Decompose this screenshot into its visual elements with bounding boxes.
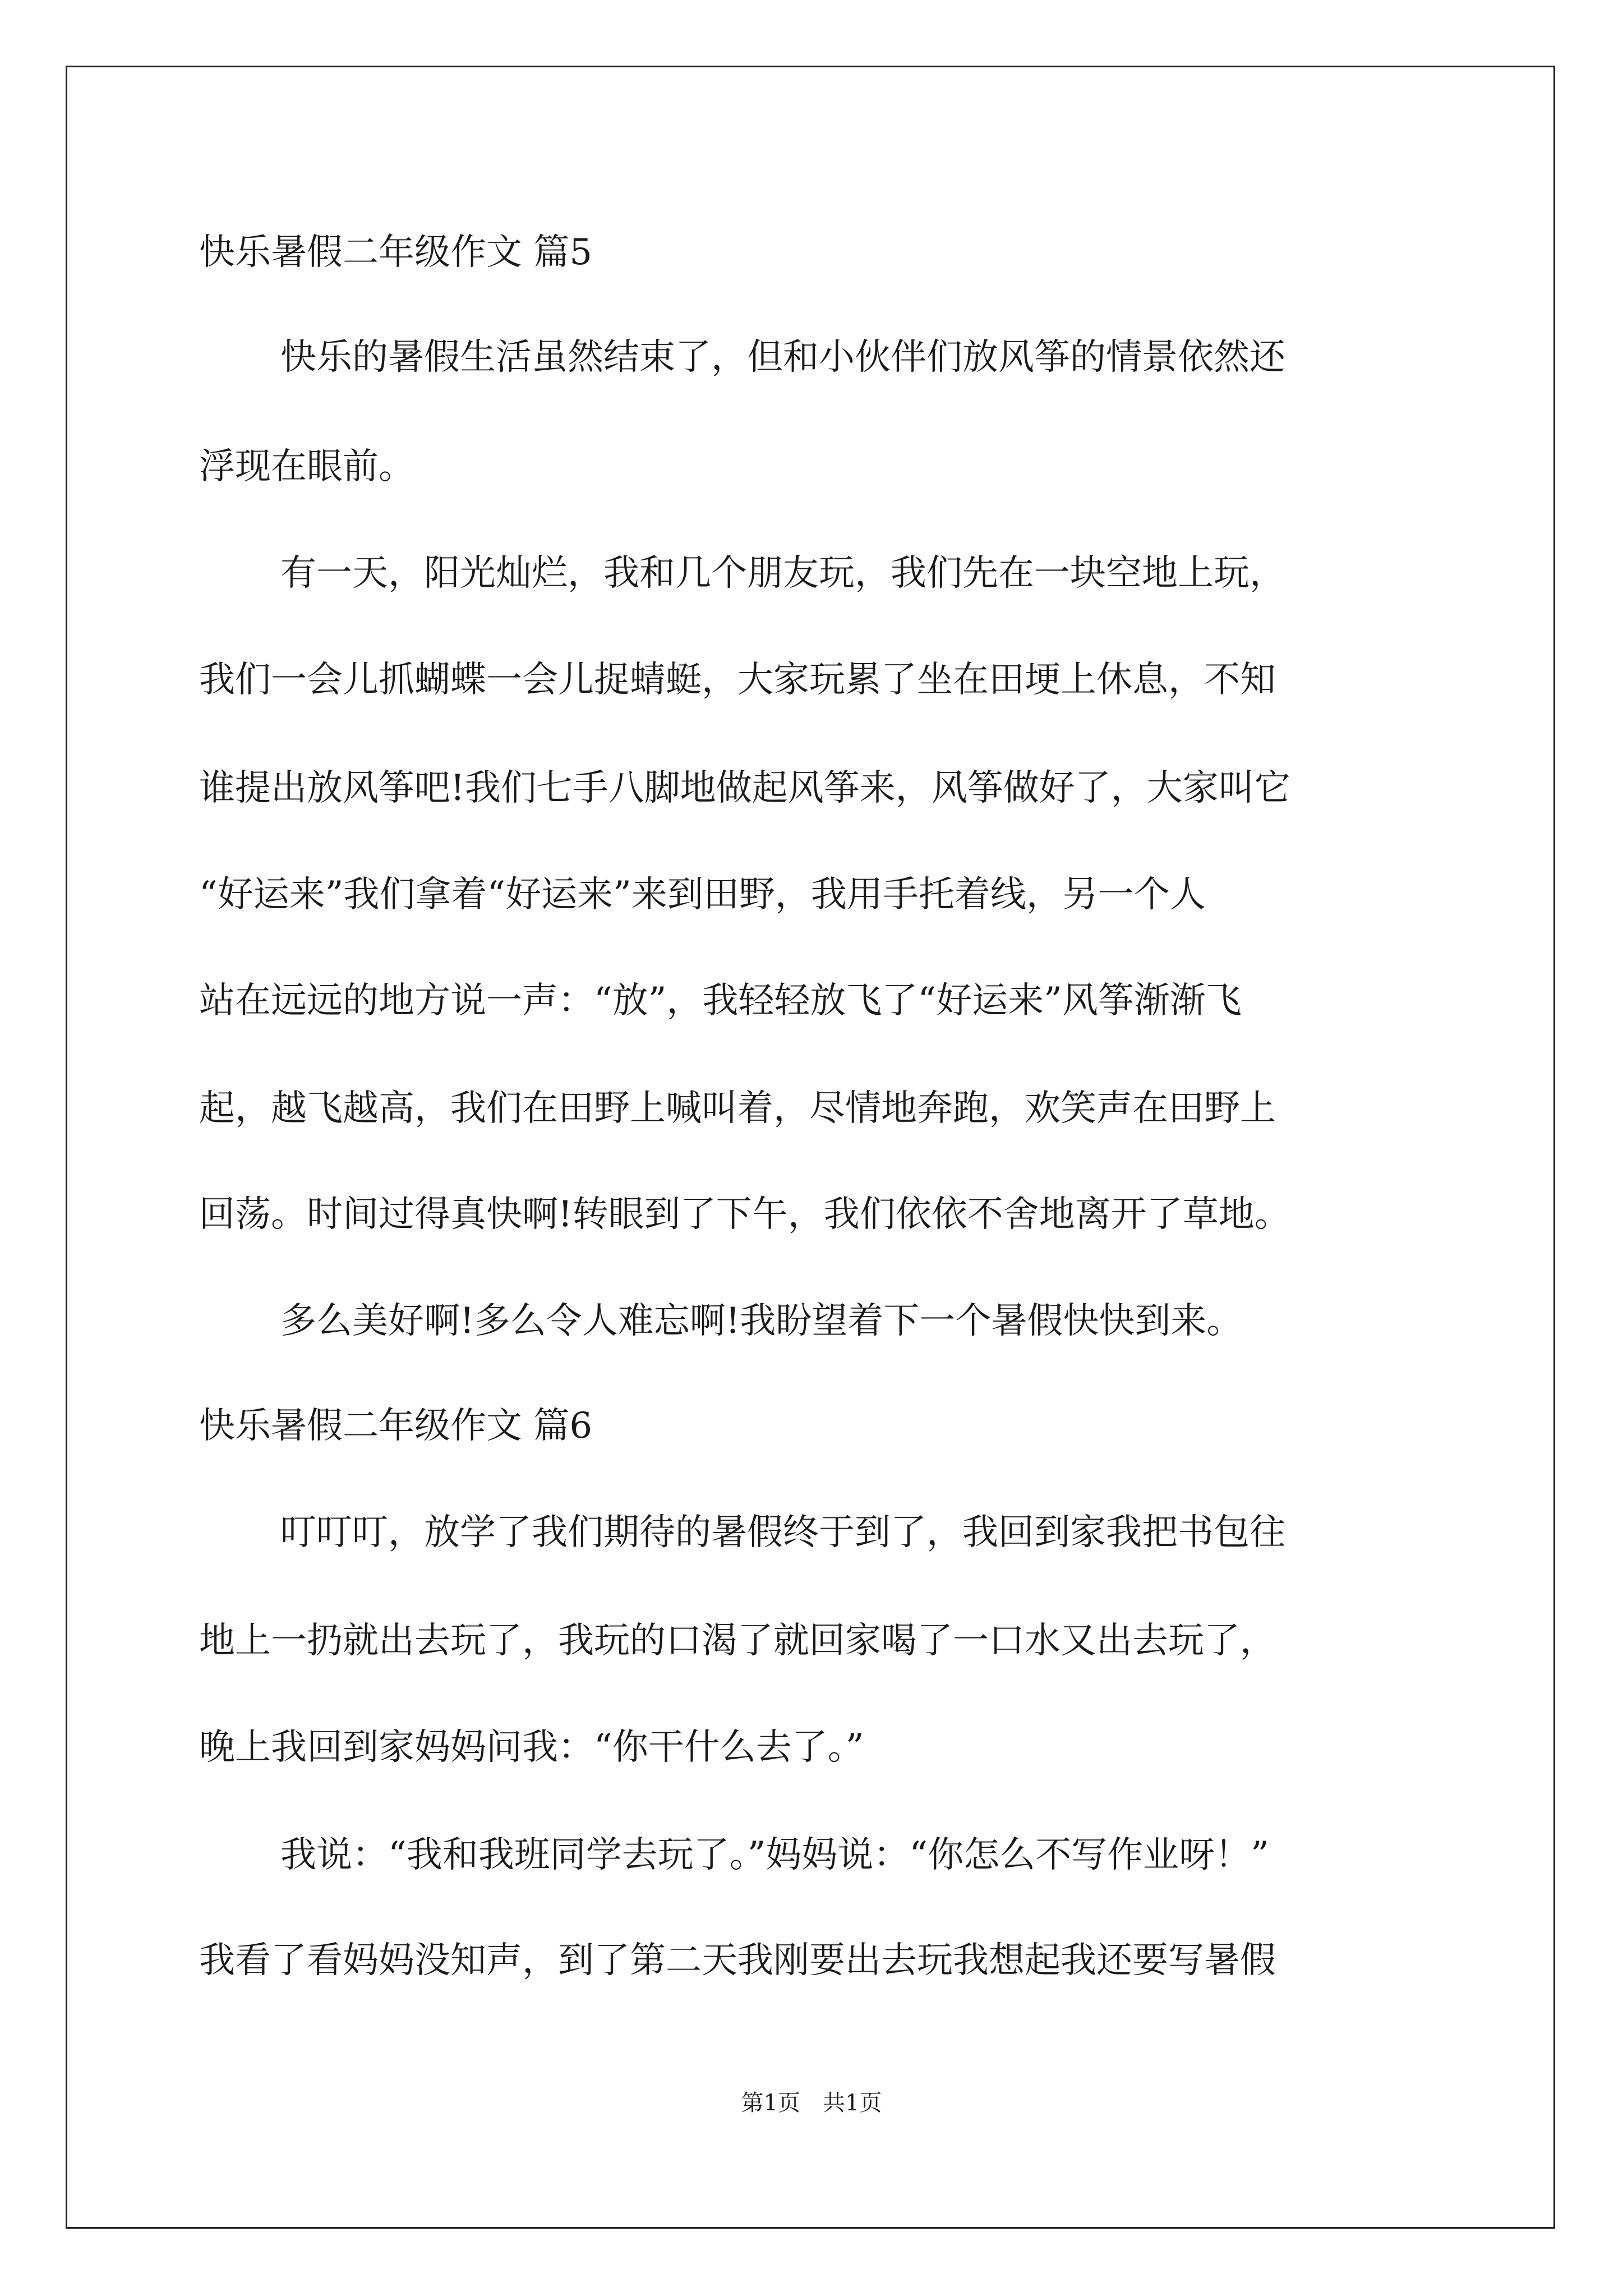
paragraph-line: “好运来”我们拿着“好运来”来到田野，我用手托着线，另一个人 xyxy=(199,874,1206,915)
paragraph-line: 晚上我回到家妈妈问我：“你干什么去了。” xyxy=(199,1727,864,1768)
paragraph-line: 站在远远的地方说一声：“放”，我轻轻放飞了“好运来”风筝渐渐飞 xyxy=(199,980,1242,1022)
paragraph-line: 回荡。时间过得真快啊!转眼到了下午，我们依依不舍地离开了草地。 xyxy=(199,1194,1290,1235)
paragraph-line: 多么美好啊!多么令人难忘啊!我盼望着下一个暑假快快到来。 xyxy=(280,1300,1243,1342)
page-footer: 第1页 共1页 xyxy=(741,2090,882,2116)
paragraph-line: 我们一会儿抓蝴蝶一会儿捉蜻蜓，大家玩累了坐在田埂上休息，不知 xyxy=(199,659,1276,701)
paragraph-line: 浮现在眼前。 xyxy=(199,446,414,487)
paragraph-line: 有一天，阳光灿烂，我和几个朋友玩，我们先在一块空地上玩， xyxy=(280,553,1285,594)
paragraph-line: 我说：“我和我班同学去玩了。”妈妈说：“你怎么不写作业呀！” xyxy=(280,1834,1269,1876)
paragraph-line: 地上一扔就出去玩了，我玩的口渴了就回家喝了一口水又出去玩了， xyxy=(199,1620,1276,1662)
paragraph-line: 谁提出放风筝吧!我们七手八脚地做起风筝来，风筝做好了，大家叫它 xyxy=(199,767,1290,809)
section-heading-5: 快乐暑假二年级作文 篇5 xyxy=(199,232,593,273)
paragraph-line: 快乐的暑假生活虽然结束了，但和小伙伴们放风筝的情景依然还 xyxy=(280,337,1285,378)
page-border xyxy=(66,66,1555,2229)
section-heading-6: 快乐暑假二年级作文 篇6 xyxy=(199,1405,593,1447)
paragraph-line: 我看了看妈妈没知声，到了第二天我刚要出去玩我想起我还要写暑假 xyxy=(199,1940,1276,1981)
paragraph-line: 起，越飞越高，我们在田野上喊叫着，尽情地奔跑，欢笑声在田野上 xyxy=(199,1088,1276,1129)
paragraph-line: 叮叮叮，放学了我们期待的暑假终于到了，我回到家我把书包往 xyxy=(280,1512,1285,1553)
